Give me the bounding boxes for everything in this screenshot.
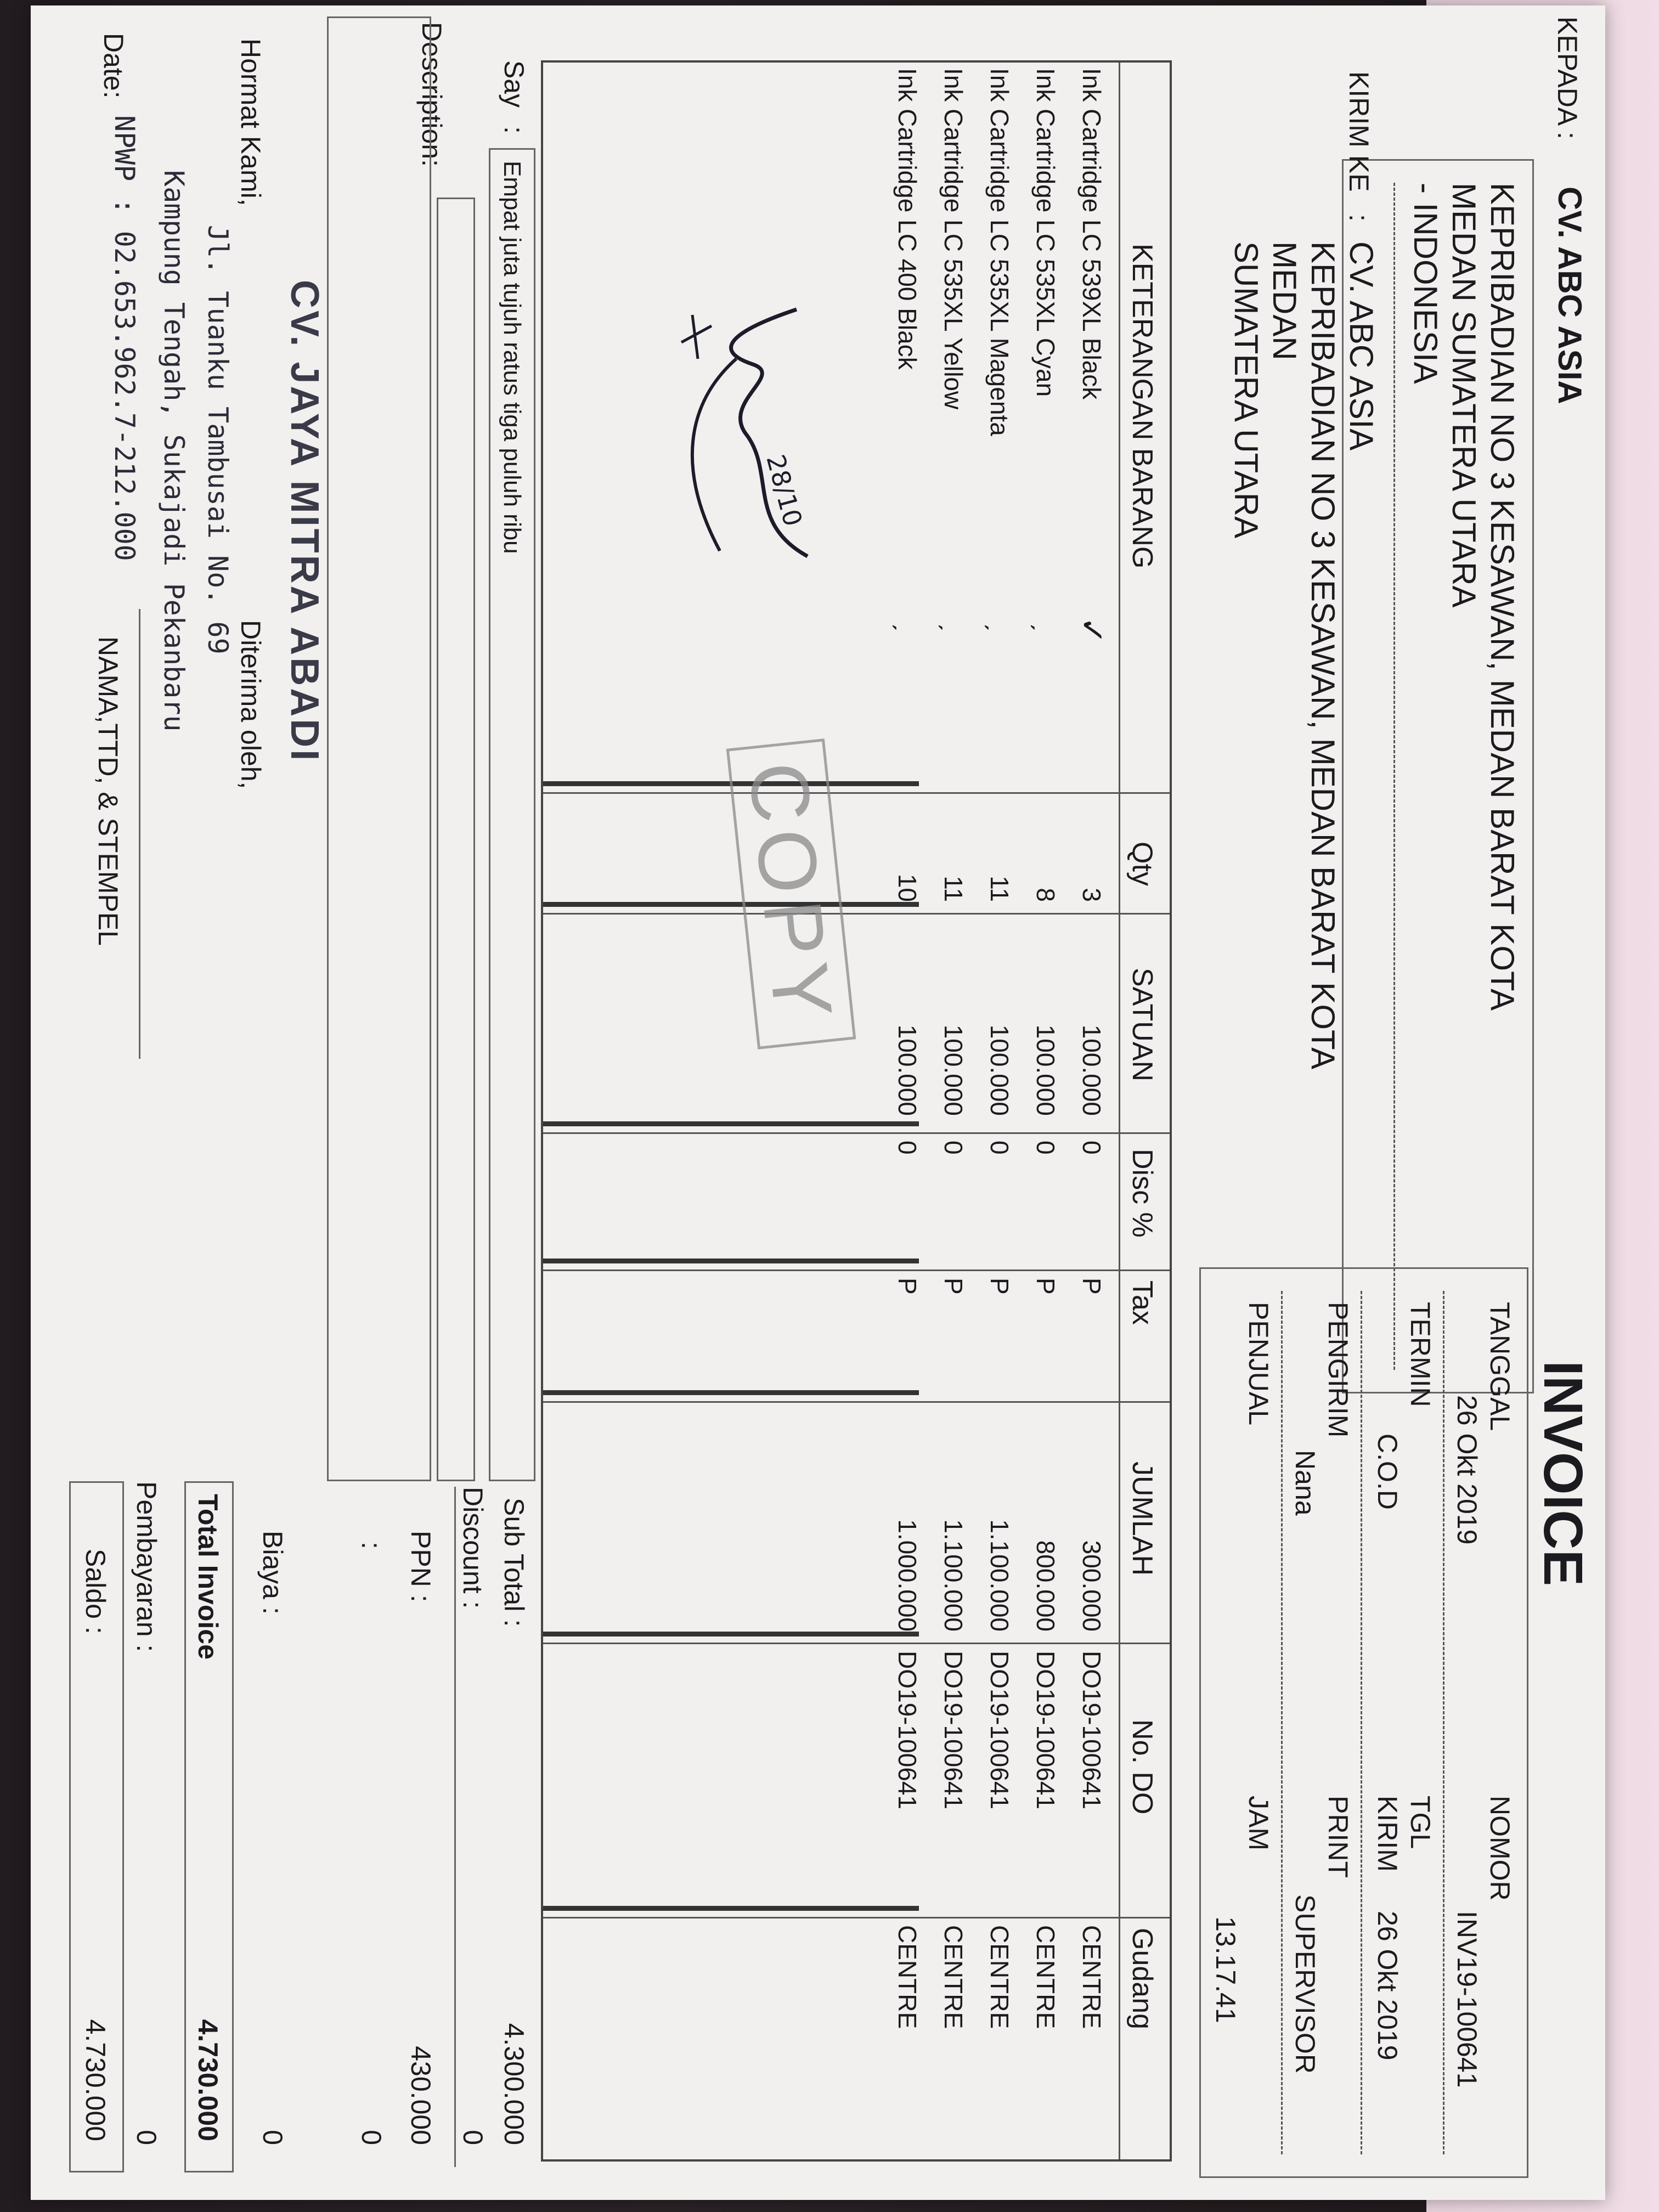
checkmark: ˏ: [892, 622, 923, 631]
item-disc: 0: [1031, 1141, 1060, 1155]
column-line: [543, 1906, 919, 1911]
item-satuan: 100.000: [985, 1024, 1014, 1116]
signature-scribble: [665, 293, 830, 578]
col-header-qty: Qty: [1126, 842, 1158, 886]
kirim-label: KIRIM: [1372, 1796, 1403, 1872]
company-address-line-1: Jl. Tuanku Tambusai No. 69: [202, 225, 234, 654]
nama-ttd-stempel: NAMA,TTD, & STEMPEL: [93, 636, 123, 946]
item-satuan: 100.000: [893, 1024, 922, 1116]
info-divider: [1281, 1291, 1283, 2154]
pengirim-label: PENGIRIM: [1323, 1302, 1353, 1438]
total-invoice-value: 4.730.000: [193, 2019, 223, 2141]
item-disc: 0: [939, 1141, 968, 1155]
pembayaran-value: 0: [131, 2130, 162, 2145]
item-do: DO19-100641: [939, 1651, 968, 1809]
checkmark: ˏ: [984, 622, 1015, 631]
jam-label: JAM: [1243, 1796, 1274, 1850]
colon: :: [1344, 214, 1374, 222]
item-satuan: 100.000: [1031, 1024, 1060, 1116]
col-header-gudang: Gudang: [1126, 1928, 1158, 2030]
biaya-value: 0: [257, 2130, 288, 2145]
kepada-name: CV. ABC ASIA: [1551, 187, 1588, 404]
item-qty: 3: [1077, 888, 1106, 902]
kirim-address-line-2: MEDAN: [1266, 241, 1303, 360]
blank-value: 0: [356, 2130, 387, 2145]
total-invoice-box: [184, 1481, 234, 2172]
hormat-kami: Hormat Kami,: [235, 38, 266, 206]
penjual-label: PENJUAL: [1243, 1302, 1274, 1426]
table-row: [1023, 63, 1069, 2159]
blank-colon: :: [356, 1542, 387, 1549]
invoice-info-box: [1199, 1267, 1528, 2178]
item-desc: Ink Cartridge LC 400 Black: [893, 68, 922, 370]
company-npwp: NPWP : 02.653.962.7-212.000: [109, 115, 140, 561]
saldo-box: [69, 1481, 124, 2172]
kepada-address-line-3: - INDONESIA: [1407, 183, 1444, 384]
item-jumlah: 800.000: [1031, 1540, 1060, 1632]
kepada-address-line-1: KEPRIBADIAN NO 3 KESAWAN, MEDAN BARAT KOTA: [1484, 183, 1521, 1011]
checkmark: ✓: [1074, 617, 1110, 645]
tgl-label: TGL: [1405, 1796, 1436, 1849]
kirim-address-line-1: KEPRIBADIAN NO 3 KESAWAN, MEDAN BARAT KOTA: [1305, 241, 1341, 1070]
item-gudang: CENTRE: [985, 1925, 1014, 2029]
info-divider: [1361, 1291, 1362, 2154]
description-line-box: [437, 198, 475, 1481]
checkmark: ˏ: [938, 622, 969, 631]
col-header-satuan: SATUAN: [1126, 968, 1158, 1082]
company-address-line-2: Kampung Tengah, Sukajadi Pekanbaru: [158, 170, 190, 732]
kirim-address-line-3: SUMATERA UTARA: [1228, 241, 1265, 539]
col-header-no-do: No. DO: [1126, 1719, 1158, 1815]
item-jumlah: 1.100.000: [985, 1519, 1014, 1632]
item-satuan: 100.000: [1077, 1024, 1106, 1116]
column-line: [543, 1121, 919, 1126]
signature-line: [137, 609, 140, 1059]
ppn-value: 430.000: [405, 2046, 436, 2145]
item-tax: P: [985, 1278, 1014, 1295]
item-tax: P: [1077, 1278, 1106, 1295]
subtotal-value: 4.300.000: [499, 2023, 529, 2145]
column-line: [543, 1632, 919, 1637]
jam-value: 13.17.41: [1210, 1916, 1241, 2023]
col-header-jumlah: JUMLAH: [1126, 1462, 1158, 1576]
tgl-kirim-value: 26 Okt 2019: [1372, 1911, 1403, 2061]
column-line: [543, 1259, 919, 1263]
pengirim-value: Nana: [1290, 1450, 1321, 1516]
invoice-sheet: [31, 5, 1605, 2200]
discount-label: Discount :: [458, 1487, 488, 1609]
item-gudang: CENTRE: [1031, 1925, 1060, 2029]
item-qty: 11: [985, 876, 1014, 902]
item-do: DO19-100641: [893, 1651, 922, 1809]
table-row: [930, 63, 977, 2159]
col-header-tax: Tax: [1126, 1280, 1158, 1325]
item-tax: P: [893, 1278, 922, 1295]
column-line: [543, 1390, 919, 1395]
date-label: Date:: [98, 33, 129, 99]
company-stamp: CV. JAYA MITRA ABADI: [283, 280, 326, 763]
kepada-address-line-2: MEDAN SUMATERA UTARA: [1446, 183, 1482, 608]
item-desc: Ink Cartridge LC 539XL Black: [1077, 68, 1106, 400]
print-label: PRINT: [1323, 1796, 1353, 1878]
item-qty: 11: [939, 876, 968, 902]
kirim-ke-label: KIRIM KE: [1344, 71, 1374, 192]
items-table: [541, 60, 1172, 2162]
table-row: [884, 63, 930, 2159]
item-tax: P: [1031, 1278, 1060, 1295]
termin-label: TERMIN: [1405, 1302, 1436, 1407]
item-do: DO19-100641: [1077, 1651, 1106, 1809]
rotated-invoice: [0, 5, 1605, 2145]
handwritten-date: 28/10: [760, 451, 808, 529]
description-label: Description:: [416, 22, 447, 167]
item-tax: P: [939, 1278, 968, 1295]
checkmark: ˏ: [1030, 622, 1061, 631]
column-line: [543, 902, 919, 907]
header-divider: [1119, 63, 1120, 2159]
table-row: [977, 63, 1023, 2159]
invoice-title: INVOICE: [1532, 1361, 1594, 1587]
totals-divider: [453, 1487, 456, 2167]
item-jumlah: 1.000.000: [893, 1519, 922, 1632]
table-row: [1069, 63, 1115, 2159]
discount-value: 0: [458, 2130, 488, 2145]
item-gudang: CENTRE: [1077, 1925, 1106, 2029]
total-invoice-label: Total Invoice: [193, 1494, 223, 1660]
item-gudang: CENTRE: [893, 1925, 922, 2029]
nomor-value: INV19-100641: [1452, 1911, 1482, 2088]
say-label: Say: [499, 60, 529, 108]
item-jumlah: 300.000: [1077, 1540, 1106, 1632]
say-value: Empat juta tujuh ratus tiga puluh ribu: [499, 161, 526, 554]
col-header-disc: Disc %: [1126, 1149, 1158, 1238]
info-divider: [1443, 1291, 1444, 2154]
pembayaran-label: Pembayaran :: [131, 1481, 162, 1652]
item-do: DO19-100641: [985, 1651, 1014, 1809]
subtotal-label: Sub Total :: [499, 1498, 529, 1627]
address-divider: [1393, 183, 1395, 1370]
biaya-label: Biaya :: [257, 1531, 288, 1615]
tanggal-value: 26 Okt 2019: [1452, 1395, 1482, 1545]
item-disc: 0: [1077, 1141, 1106, 1155]
colon: :: [1552, 132, 1583, 139]
item-jumlah: 1.100.000: [939, 1519, 968, 1632]
item-gudang: CENTRE: [939, 1925, 968, 2029]
kepada-label: KEPADA: [1552, 16, 1583, 126]
col-header-keterangan: KETERANGAN BARANG: [1126, 244, 1158, 569]
copy-stamp: COPY: [726, 738, 856, 1049]
diterima-oleh: Diterima oleh,: [235, 620, 266, 789]
saldo-value: 4.730.000: [80, 2019, 111, 2141]
item-satuan: 100.000: [939, 1024, 968, 1116]
ppn-label: PPN :: [405, 1531, 436, 1602]
item-qty: 10: [893, 873, 922, 902]
nomor-label: NOMOR: [1485, 1796, 1515, 1901]
item-do: DO19-100641: [1031, 1651, 1060, 1809]
item-disc: 0: [893, 1141, 922, 1155]
tanggal-label: TANGGAL: [1485, 1302, 1515, 1431]
item-disc: 0: [985, 1141, 1014, 1155]
item-desc: Ink Cartridge LC 535XL Cyan: [1031, 68, 1060, 397]
item-desc: Ink Cartridge LC 535XL Magenta: [985, 68, 1014, 436]
description-box: [327, 16, 431, 1481]
kirim-name: CV. ABC ASIA: [1343, 241, 1380, 451]
item-desc: Ink Cartridge LC 535XL Yellow: [939, 68, 968, 410]
colon: :: [499, 126, 529, 134]
termin-value: C.O.D: [1372, 1434, 1403, 1510]
say-box: [489, 148, 535, 1481]
item-qty: 8: [1031, 888, 1060, 902]
supervisor-value: SUPERVISOR: [1290, 1894, 1321, 2074]
saldo-label: Saldo :: [80, 1549, 111, 1634]
